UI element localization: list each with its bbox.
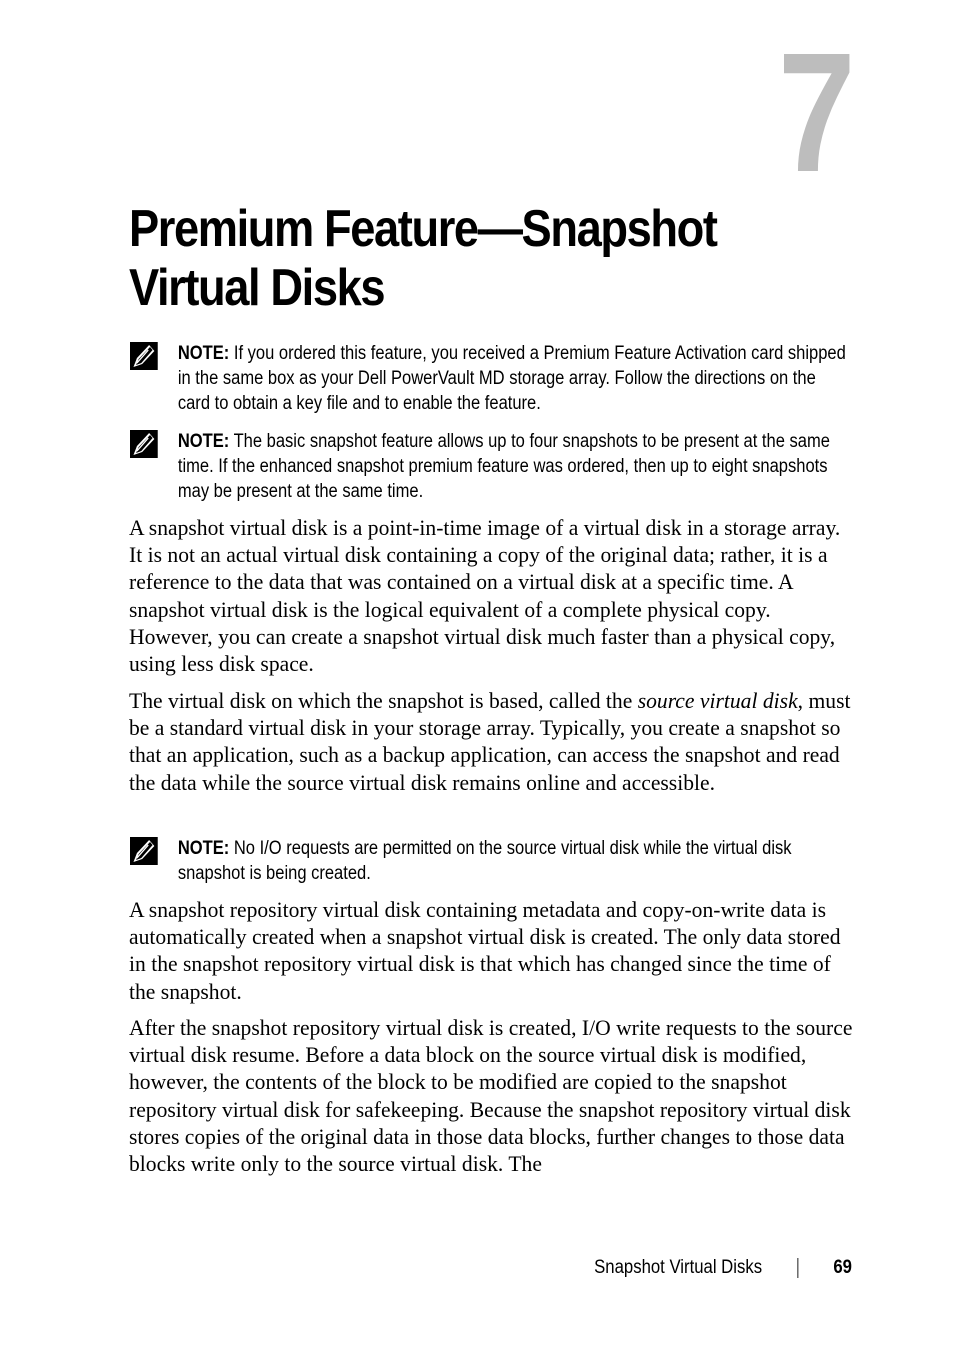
note-label: NOTE:	[177, 838, 230, 859]
chapter-number: 7	[778, 18, 856, 208]
note-body: The basic snapshot feature allows up to four snapshots to be present at the same time. If the enhanced snapshot premium feature was ordered, then up to eight snapshots may be present at the same time.	[177, 431, 830, 502]
note-body: If you ordered this feature, you received a Premium Feature Activation card shipped in the same box as your Dell PowerVault MD storage array. Follow the directions on the card to obtain a key file and to enable the feature.	[177, 343, 846, 414]
emphasis-term: source virtual disk	[637, 688, 798, 713]
paragraph-text: , must be a standard virtual disk in your storage array. Typically, you create a snapshot so that an application, such as a backup application, can access the snapshot and read the data while the source virtual disk remains online and accessible.	[129, 688, 851, 795]
body-paragraph	[129, 687, 859, 796]
page-number: 69	[833, 1257, 852, 1278]
note-text	[178, 429, 852, 504]
note-text	[178, 836, 852, 886]
footer-separator	[797, 1258, 798, 1278]
note-body: No I/O requests are permitted on the source virtual disk while the virtual disk snapshot is being created.	[177, 838, 792, 884]
body-paragraph: A snapshot virtual disk is a point-in-time image of a virtual disk in a storage array. It is not an actual virtual disk containing a copy of the original data; rather, it is a reference to the data that was contained on a virtual disk at a specific time. A snapshot virtual disk is the logical equivalent of a complete physical copy. However, you can create a snapshot virtual disk much faster than a physical copy, using less disk space.	[129, 515, 841, 677]
footer-section-title: Snapshot Virtual Disks	[594, 1257, 763, 1278]
body-paragraph: A snapshot repository virtual disk containing metadata and copy-on-write data is automatically created when a snapshot virtual disk is created. The only data stored in the snapshot repository virtual disk is that which has changed since the time of the snapshot.	[129, 897, 841, 1004]
body-paragraph: After the snapshot repository virtual disk is created, I/O write requests to the source virtual disk resume. Before a data block on the source virtual disk is modified, however, the contents of the block to be modified are copied to the snapshot repository virtual disk for safekeeping. Because the snapshot repository virtual disk stores copies of the original data in those data blocks, further changes to those data blocks write only to the source virtual disk. The	[129, 1015, 853, 1177]
note-block	[130, 836, 852, 886]
note-text	[178, 341, 852, 416]
pencil-note-icon	[130, 342, 158, 370]
pencil-note-icon	[130, 837, 158, 865]
note-block	[130, 341, 852, 416]
paragraph-text: The virtual disk on which the snapshot is based, called the	[129, 688, 638, 713]
note-label: NOTE:	[177, 431, 230, 452]
note-label: NOTE:	[177, 343, 230, 364]
pencil-note-icon	[130, 430, 158, 458]
note-block	[130, 429, 852, 504]
page-footer	[594, 1256, 852, 1280]
chapter-title: Premium Feature—Snapshot Virtual Disks	[129, 200, 717, 317]
